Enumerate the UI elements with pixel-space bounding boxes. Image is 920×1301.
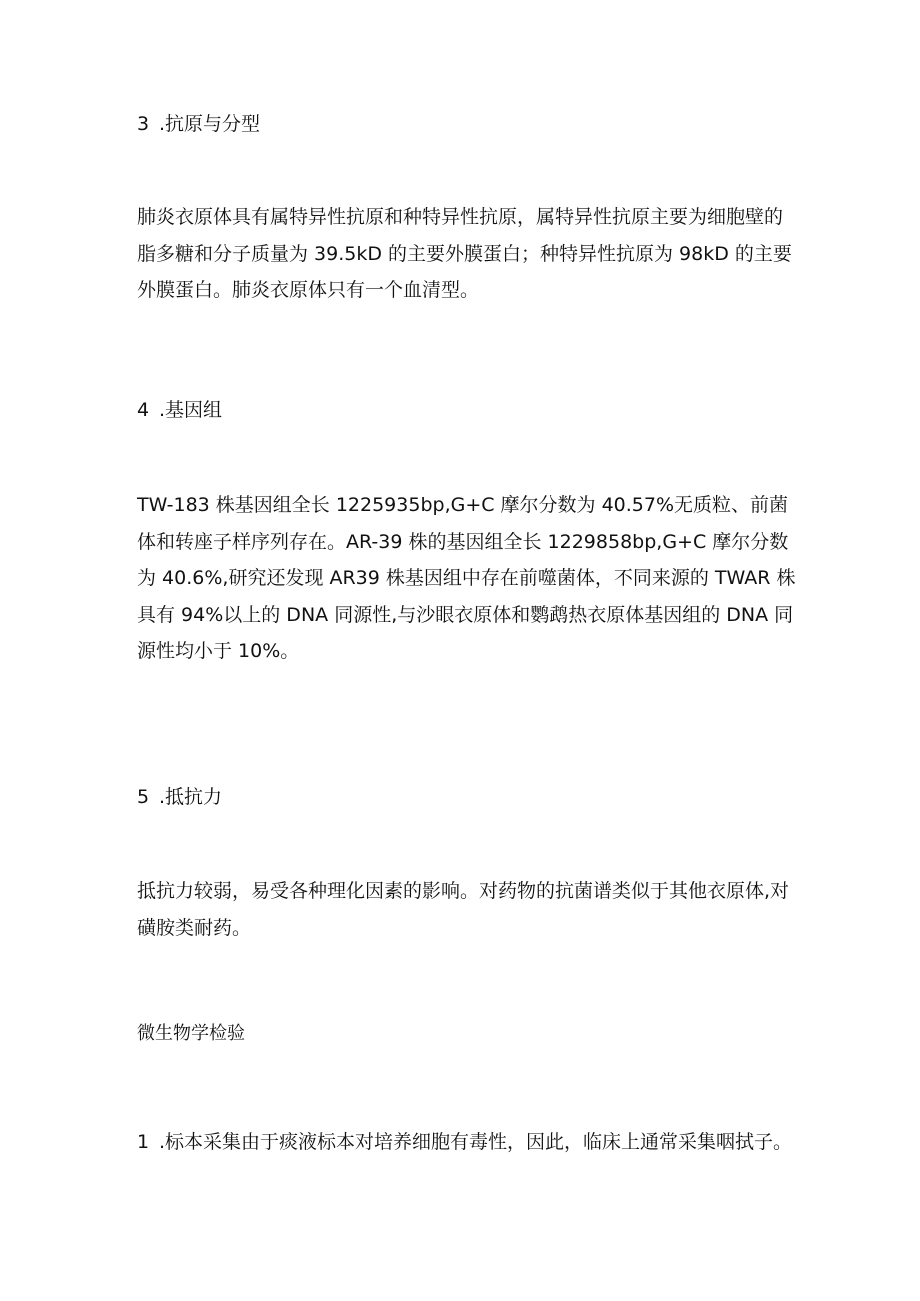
heading-number: 3 — [137, 113, 150, 135]
paragraph-line: TW-183 株基因组全长 1225935bp,G+C 摩尔分数为 40.57%无质粒、前菌 — [137, 494, 789, 516]
item-specimen-collection — [137, 1130, 792, 1154]
paragraph-genome — [137, 487, 796, 670]
section-title-microbiology-testing: 微生物学检验 — [137, 1023, 245, 1044]
paragraph-line: 为 40.6%,研究还发现 AR39 株基因组中存在前噬菌体，不同来源的 TWAR 株 — [137, 567, 796, 589]
paragraph-line: 抵抗力较弱，易受各种理化因素的影响。对药物的抗菌谱类似于其他衣原体,对 — [137, 880, 790, 902]
heading-resistance — [137, 785, 222, 809]
heading-genome — [137, 398, 222, 422]
paragraph-resistance — [137, 873, 789, 946]
heading-number: 5 — [137, 786, 150, 808]
heading-title: .抵抗力 — [159, 786, 223, 808]
heading-title: .抗原与分型 — [159, 113, 261, 135]
heading-antigen-typing — [137, 112, 260, 136]
paragraph-line: 源性均小于 10%。 — [137, 640, 300, 662]
paragraph-line: 具有 94%以上的 DNA 同源性,与沙眼衣原体和鹦鹉热衣原体基因组的 DNA 同 — [137, 603, 794, 626]
paragraph-line: 脂多糖和分子质量为 39.5kD 的主要外膜蛋白；种特异性抗原为 98kD 的主要 — [137, 242, 792, 265]
item-number: 1 — [137, 1131, 150, 1153]
paragraph-antigen-typing — [137, 199, 792, 309]
paragraph-line: 外膜蛋白。肺炎衣原体只有一个血清型。 — [137, 279, 480, 301]
heading-title: .基因组 — [159, 399, 223, 421]
paragraph-line: 磺胺类耐药。 — [137, 916, 252, 939]
heading-number: 4 — [137, 399, 150, 421]
paragraph-line: 肺炎衣原体具有属特异性抗原和种特异性抗原，属特异性抗原主要为细胞壁的 — [137, 206, 784, 228]
item-text: .标本采集由于痰液标本对培养细胞有毒性，因此，临床上通常采集咽拭子。 — [159, 1131, 793, 1153]
paragraph-line: 体和转座子样序列存在。AR-39 株的基因组全长 1229858bp,G+C 摩尔分数 — [137, 530, 789, 553]
